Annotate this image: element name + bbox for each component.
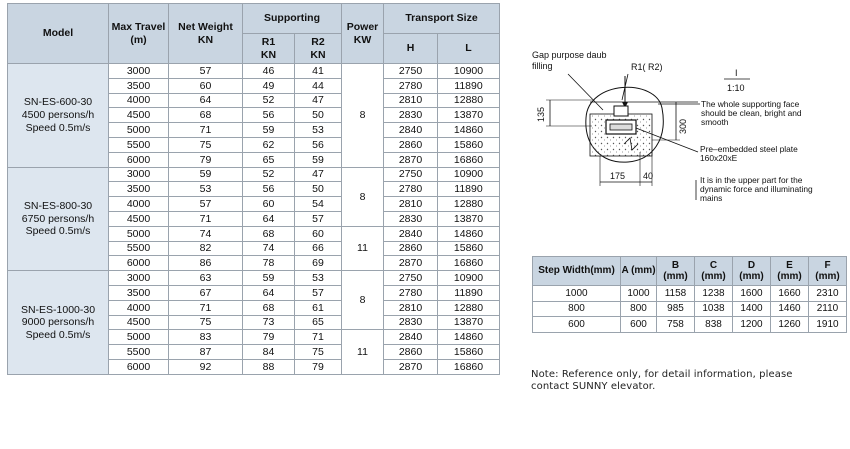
r2-cell: 53 <box>295 271 342 286</box>
r1-cell: 46 <box>243 64 295 79</box>
dim-40-label: 40 <box>643 171 654 181</box>
model-name: SN-ES-1000-30 <box>20 303 96 316</box>
r-label: R1( R2) <box>631 62 663 72</box>
max-travel-cell: 5000 <box>109 123 169 138</box>
r2-cell: 71 <box>295 330 342 345</box>
a-cell: 1000 <box>621 286 657 302</box>
header-power-label: Power <box>346 21 379 34</box>
face-note-line3: smooth <box>701 117 729 127</box>
r1-cell: 68 <box>243 300 295 315</box>
net-weight-cell: 57 <box>169 197 243 212</box>
h-cell: 2780 <box>384 285 438 300</box>
h-cell: 2870 <box>384 359 438 374</box>
d-cell: 1400 <box>733 301 771 317</box>
dim-175-label: 175 <box>610 171 626 181</box>
power-cell: 11 <box>342 330 384 374</box>
r2-cell: 53 <box>295 123 342 138</box>
l-cell: 13870 <box>438 108 500 123</box>
l-cell: 11890 <box>438 182 500 197</box>
max-travel-cell: 4000 <box>109 93 169 108</box>
max-travel-cell: 3000 <box>109 271 169 286</box>
b-cell: 758 <box>657 317 695 333</box>
r2-cell: 66 <box>295 241 342 256</box>
header-max-travel-unit: (m) <box>130 33 147 46</box>
e-cell: 1260 <box>771 317 809 333</box>
b-cell: 985 <box>657 301 695 317</box>
net-weight-cell: 74 <box>169 226 243 241</box>
r1-cell: 84 <box>243 345 295 360</box>
max-travel-cell: 3500 <box>109 182 169 197</box>
face-note-line1: The whole supporting face <box>701 99 800 109</box>
step-header-c-label: C <box>709 259 718 271</box>
step-header-c-unit: (mm) <box>701 271 726 282</box>
power-cell: 8 <box>342 271 384 330</box>
l-cell: 16860 <box>438 359 500 374</box>
step-header-a: A (mm) <box>621 257 657 286</box>
model-name: SN-ES-800-30 <box>23 199 93 212</box>
r2-cell: 44 <box>295 78 342 93</box>
scale-label: 1:10 <box>727 83 745 93</box>
c-cell: 1038 <box>695 301 733 317</box>
r1-cell: 52 <box>243 93 295 108</box>
table-row <box>533 286 847 302</box>
max-travel-cell: 6000 <box>109 359 169 374</box>
header-net-weight-unit: KN <box>197 33 214 46</box>
support-angle <box>610 124 632 130</box>
header-r1 <box>243 34 295 64</box>
header-transport-size: Transport Size <box>384 4 500 34</box>
step-header-f <box>809 257 847 286</box>
a-cell: 600 <box>621 317 657 333</box>
h-cell: 2860 <box>384 345 438 360</box>
header-r2 <box>295 34 342 64</box>
r2-cell: 59 <box>295 152 342 167</box>
l-cell: 12880 <box>438 300 500 315</box>
max-travel-cell: 5000 <box>109 226 169 241</box>
model-speed: Speed 0.5m/s <box>25 121 91 134</box>
upper-note-line1: It is in the upper part for the <box>700 175 803 185</box>
r1-cell: 88 <box>243 359 295 374</box>
header-r2-label: R2 <box>311 36 325 49</box>
r1-cell: 78 <box>243 256 295 271</box>
f-cell: 2110 <box>809 301 847 317</box>
net-weight-cell: 92 <box>169 359 243 374</box>
net-weight-cell: 60 <box>169 78 243 93</box>
h-cell: 2840 <box>384 226 438 241</box>
d-cell: 1200 <box>733 317 771 333</box>
h-cell: 2750 <box>384 271 438 286</box>
max-travel-cell: 3500 <box>109 78 169 93</box>
h-cell: 2810 <box>384 93 438 108</box>
header-supporting: Supporting <box>243 4 342 34</box>
max-travel-cell: 5000 <box>109 330 169 345</box>
net-weight-cell: 75 <box>169 315 243 330</box>
model-cell <box>8 64 109 168</box>
dim-300-label: 300 <box>678 118 688 134</box>
r1-cell: 64 <box>243 211 295 226</box>
step-header-d <box>733 257 771 286</box>
max-travel-cell: 4000 <box>109 197 169 212</box>
header-l: L <box>438 34 500 64</box>
step-header-f-unit: (mm) <box>815 271 840 282</box>
l-cell: 12880 <box>438 93 500 108</box>
r1-cell: 52 <box>243 167 295 182</box>
max-travel-cell: 5500 <box>109 241 169 256</box>
max-travel-cell: 6000 <box>109 152 169 167</box>
step-header-c <box>695 257 733 286</box>
header-power-unit: KW <box>353 33 372 46</box>
h-cell: 2780 <box>384 182 438 197</box>
header-power <box>342 4 384 64</box>
h-cell: 2870 <box>384 256 438 271</box>
d-cell: 1600 <box>733 286 771 302</box>
upper-note-line2: dynamic force and illuminating <box>700 184 813 194</box>
table-row <box>8 167 500 182</box>
step-header-e-label: E <box>786 259 793 271</box>
r2-cell: 50 <box>295 108 342 123</box>
r2-cell: 47 <box>295 167 342 182</box>
h-cell: 2840 <box>384 330 438 345</box>
h-cell: 2860 <box>384 241 438 256</box>
h-cell: 2750 <box>384 64 438 79</box>
table-row <box>8 271 500 286</box>
h-cell: 2840 <box>384 123 438 138</box>
r2-cell: 56 <box>295 137 342 152</box>
net-weight-cell: 53 <box>169 182 243 197</box>
upper-note-line3: mains <box>700 193 723 203</box>
step-header-b-unit: (mm) <box>663 271 688 282</box>
r2-cell: 41 <box>295 64 342 79</box>
plate-note-line2: 160x20xE <box>700 153 738 163</box>
power-cell: 11 <box>342 226 384 270</box>
l-cell: 12880 <box>438 197 500 212</box>
step-header-d-label: D <box>747 259 756 271</box>
l-cell: 13870 <box>438 315 500 330</box>
h-cell: 2860 <box>384 137 438 152</box>
header-max-travel <box>109 4 169 64</box>
power-cell: 8 <box>342 167 384 226</box>
table-row <box>8 64 500 79</box>
e-cell: 1660 <box>771 286 809 302</box>
net-weight-cell: 63 <box>169 271 243 286</box>
r1-cell: 59 <box>243 123 295 138</box>
net-weight-cell: 64 <box>169 93 243 108</box>
gap-leader-line <box>568 74 603 110</box>
gap-label-line1: Gap purpose daub <box>532 50 607 60</box>
model-capacity: 4500 persons/h <box>21 108 95 121</box>
r2-cell: 79 <box>295 359 342 374</box>
h-cell: 2830 <box>384 315 438 330</box>
l-cell: 11890 <box>438 285 500 300</box>
plate-note-line1: Pre–embedded steel plate <box>700 144 798 154</box>
r1-cell: 64 <box>243 285 295 300</box>
r2-cell: 47 <box>295 93 342 108</box>
max-travel-cell: 4500 <box>109 108 169 123</box>
l-cell: 15860 <box>438 241 500 256</box>
step-header-e-unit: (mm) <box>777 271 802 282</box>
l-cell: 16860 <box>438 256 500 271</box>
r1-cell: 59 <box>243 271 295 286</box>
r1-cell: 49 <box>243 78 295 93</box>
max-travel-cell: 5500 <box>109 345 169 360</box>
max-travel-cell: 4500 <box>109 211 169 226</box>
model-speed: Speed 0.5m/s <box>25 225 91 238</box>
h-cell: 2780 <box>384 78 438 93</box>
max-travel-cell: 6000 <box>109 256 169 271</box>
step-header-width: Step Width(mm) <box>533 257 621 286</box>
net-weight-cell: 67 <box>169 285 243 300</box>
r2-cell: 57 <box>295 211 342 226</box>
a-cell: 800 <box>621 301 657 317</box>
net-weight-cell: 75 <box>169 137 243 152</box>
header-r2-unit: KN <box>310 48 326 61</box>
table-row <box>533 317 847 333</box>
net-weight-cell: 82 <box>169 241 243 256</box>
l-cell: 16860 <box>438 152 500 167</box>
max-travel-cell: 4000 <box>109 300 169 315</box>
net-weight-cell: 87 <box>169 345 243 360</box>
c-cell: 838 <box>695 317 733 333</box>
model-cell <box>8 167 109 271</box>
max-travel-cell: 4500 <box>109 315 169 330</box>
step-header-f-label: F <box>824 259 831 271</box>
h-cell: 2830 <box>384 211 438 226</box>
l-cell: 10900 <box>438 271 500 286</box>
f-cell: 2310 <box>809 286 847 302</box>
header-net-weight <box>169 4 243 64</box>
h-cell: 2810 <box>384 300 438 315</box>
gap-label-line2: filling <box>532 61 553 71</box>
l-cell: 14860 <box>438 330 500 345</box>
step-header-b <box>657 257 695 286</box>
l-cell: 10900 <box>438 167 500 182</box>
step-header-e <box>771 257 809 286</box>
l-cell: 14860 <box>438 226 500 241</box>
face-note-line2: should be clean, bright and <box>701 108 802 118</box>
step-header-d-unit: (mm) <box>739 271 764 282</box>
max-travel-cell: 3000 <box>109 64 169 79</box>
r2-cell: 60 <box>295 226 342 241</box>
net-weight-cell: 68 <box>169 108 243 123</box>
net-weight-cell: 86 <box>169 256 243 271</box>
r2-cell: 65 <box>295 315 342 330</box>
model-cell <box>8 271 109 375</box>
h-cell: 2830 <box>384 108 438 123</box>
net-weight-cell: 57 <box>169 64 243 79</box>
c-cell: 1238 <box>695 286 733 302</box>
r2-cell: 54 <box>295 197 342 212</box>
l-cell: 13870 <box>438 211 500 226</box>
step-width-table <box>532 256 847 333</box>
r1-cell: 56 <box>243 182 295 197</box>
support-detail-diagram <box>528 40 843 215</box>
net-weight-cell: 71 <box>169 300 243 315</box>
r2-cell: 61 <box>295 300 342 315</box>
r1-cell: 79 <box>243 330 295 345</box>
step-width-cell: 600 <box>533 317 621 333</box>
r1-cell: 74 <box>243 241 295 256</box>
model-capacity: 6750 persons/h <box>21 212 95 225</box>
scale-top: I <box>735 68 738 78</box>
net-weight-cell: 83 <box>169 330 243 345</box>
r2-cell: 57 <box>295 285 342 300</box>
net-weight-cell: 71 <box>169 211 243 226</box>
step-width-cell: 1000 <box>533 286 621 302</box>
bearing-pad <box>614 106 628 116</box>
r1-cell: 60 <box>243 197 295 212</box>
header-r1-label: R1 <box>261 36 276 49</box>
table-row <box>533 301 847 317</box>
model-capacity: 9000 persons/h <box>21 316 95 329</box>
r2-cell: 75 <box>295 345 342 360</box>
r2-cell: 69 <box>295 256 342 271</box>
max-travel-cell: 5500 <box>109 137 169 152</box>
h-cell: 2870 <box>384 152 438 167</box>
r1-cell: 65 <box>243 152 295 167</box>
f-cell: 1910 <box>809 317 847 333</box>
model-speed: Speed 0.5m/s <box>25 328 91 341</box>
b-cell: 1158 <box>657 286 695 302</box>
h-cell: 2750 <box>384 167 438 182</box>
max-travel-cell: 3500 <box>109 285 169 300</box>
step-header-b-label: B <box>671 259 680 271</box>
e-cell: 1460 <box>771 301 809 317</box>
max-travel-cell: 3000 <box>109 167 169 182</box>
escalator-spec-table <box>7 3 500 375</box>
header-r1-unit: KN <box>260 48 277 61</box>
step-width-cell: 800 <box>533 301 621 317</box>
header-max-travel-label: Max Travel <box>111 21 166 34</box>
r2-cell: 50 <box>295 182 342 197</box>
l-cell: 15860 <box>438 345 500 360</box>
net-weight-cell: 71 <box>169 123 243 138</box>
l-cell: 15860 <box>438 137 500 152</box>
power-cell: 8 <box>342 64 384 168</box>
l-cell: 10900 <box>438 64 500 79</box>
net-weight-cell: 79 <box>169 152 243 167</box>
r1-cell: 62 <box>243 137 295 152</box>
header-net-weight-label: Net Weight <box>178 21 233 34</box>
reference-note: Note: Reference only, for detail information, please contact SUNNY elevator. <box>531 369 793 392</box>
l-cell: 14860 <box>438 123 500 138</box>
r1-cell: 73 <box>243 315 295 330</box>
r1-cell: 56 <box>243 108 295 123</box>
h-cell: 2810 <box>384 197 438 212</box>
dim-135-label: 135 <box>536 106 546 122</box>
header-h: H <box>384 34 438 64</box>
l-cell: 11890 <box>438 78 500 93</box>
header-model: Model <box>8 4 109 64</box>
net-weight-cell: 59 <box>169 167 243 182</box>
model-name: SN-ES-600-30 <box>23 96 93 109</box>
r1-cell: 68 <box>243 226 295 241</box>
